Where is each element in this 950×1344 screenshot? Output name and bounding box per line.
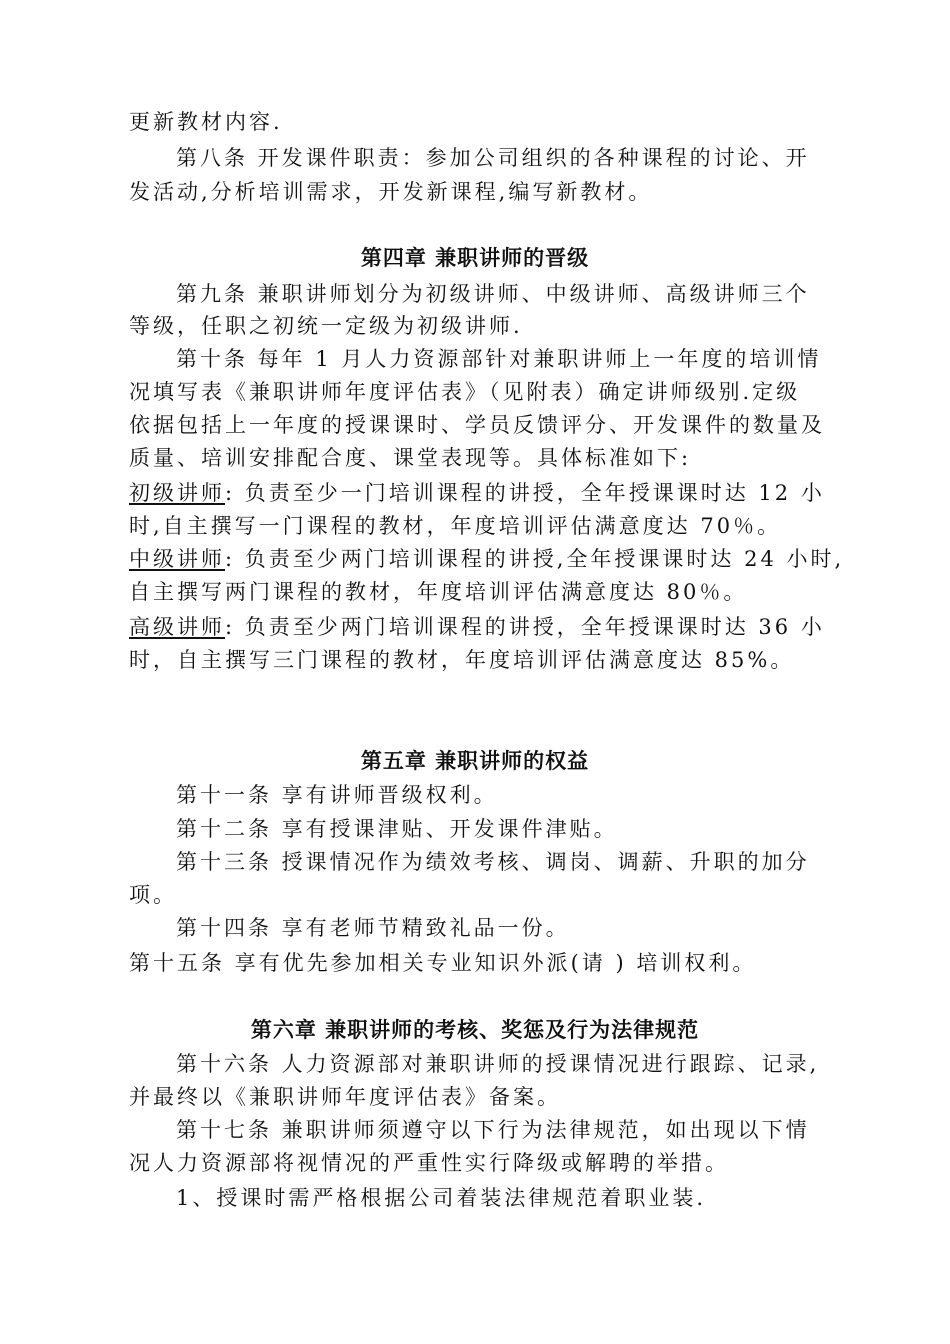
article-17-line-1: 第十七条 兼职讲师须遵守以下行为法律规范，如出现以下情 bbox=[176, 1118, 810, 1142]
list-item-1: 1、授课时需严格根据公司着装法律规范着职业装. bbox=[176, 1186, 707, 1210]
chapter-6-title: 第六章 兼职讲师的考核、奖惩及行为法律规范 bbox=[250, 1017, 700, 1042]
chapter-5-title: 第五章 兼职讲师的权益 bbox=[360, 748, 590, 773]
senior-lecturer-label: 高级讲师 bbox=[129, 615, 225, 639]
article-10-line-4: 质量、培训安排配合度、课堂表现等。具体标准如下: bbox=[129, 446, 692, 470]
senior-lecturer-text: : 负责至少两门培训课程的讲授，全年授课课时达 36 小 bbox=[225, 615, 825, 639]
chapter-4-title: 第四章 兼职讲师的晋级 bbox=[360, 245, 590, 270]
article-12: 第十二条 享有授课津贴、开发课件津贴。 bbox=[176, 817, 618, 841]
article-14: 第十四条 享有老师节精致礼品一份。 bbox=[176, 916, 570, 940]
junior-lecturer-text: : 负责至少一门培训课程的讲授，全年授课课时达 12 小 bbox=[225, 481, 825, 505]
senior-lecturer-line-1 bbox=[129, 613, 825, 641]
middle-lecturer-line-2: 自主撰写两门课程的教材，年度培训评估满意度达 80％。 bbox=[129, 580, 748, 604]
paragraph-line: 更新教材内容. bbox=[129, 110, 283, 134]
junior-lecturer-line-2: 时,自主撰写一门课程的教材，年度培训评估满意度达 70％。 bbox=[129, 514, 782, 538]
article-10-line-2: 况填写表《兼职讲师年度评估表》（见附表）确定讲师级别.定级 bbox=[129, 380, 801, 404]
article-16-line-1: 第十六条 人力资源部对兼职讲师的授课情况进行跟踪、记录, bbox=[176, 1052, 820, 1076]
middle-lecturer-line-1 bbox=[129, 545, 844, 573]
article-10-line-3: 依据包括上一年度的授课课时、学员反馈评分、开发课件的数量及 bbox=[129, 413, 825, 437]
senior-lecturer-line-2: 时，自主撰写三门课程的教材，年度培训评估满意度达 85%。 bbox=[129, 648, 795, 672]
article-9-line-2: 等级，任职之初统一定级为初级讲师. bbox=[129, 314, 523, 338]
article-13-line-2: 项。 bbox=[129, 883, 177, 907]
article-10-line-1: 第十条 每年 1 月人力资源部针对兼职讲师上一年度的培训情 bbox=[176, 347, 822, 371]
article-8-line-2: 发活动,分析培训需求，开发新课程,编写新教材。 bbox=[129, 180, 653, 204]
article-9-line-1: 第九条 兼职讲师划分为初级讲师、中级讲师、高级讲师三个 bbox=[176, 282, 810, 306]
article-15: 第十五条 享有优先参加相关专业知识外派(请 ) 培训权利。 bbox=[129, 951, 757, 975]
article-13-line-1: 第十三条 授课情况作为绩效考核、调岗、调薪、升职的加分 bbox=[176, 850, 810, 874]
middle-lecturer-text: : 负责至少两门培训课程的讲授,全年授课课时达 24 小时, bbox=[225, 547, 845, 571]
junior-lecturer-line-1 bbox=[129, 479, 825, 507]
article-8-line-1: 第八条 开发课件职责：参加公司组织的各种课程的讨论、开 bbox=[176, 146, 810, 170]
junior-lecturer-label: 初级讲师 bbox=[129, 481, 225, 505]
middle-lecturer-label: 中级讲师 bbox=[129, 547, 225, 571]
article-11: 第十一条 享有讲师晋级权利。 bbox=[176, 783, 498, 807]
article-17-line-2: 况人力资源部将视情况的严重性实行降级或解聘的举措。 bbox=[129, 1151, 729, 1175]
article-16-line-2: 并最终以《兼职讲师年度评估表》备案。 bbox=[129, 1085, 561, 1109]
